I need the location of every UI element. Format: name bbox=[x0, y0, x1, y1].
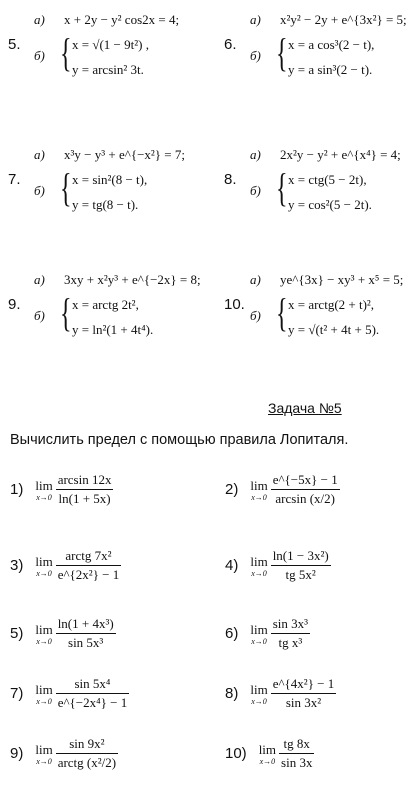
limit-number: 9) bbox=[10, 745, 24, 762]
task-instruction: Вычислить предел с помощью правила Лопиталя. bbox=[10, 432, 349, 448]
limit-problem-6 bbox=[225, 616, 310, 651]
lim-word: lim bbox=[250, 477, 268, 493]
lim-word: lim bbox=[35, 621, 53, 637]
lim-operator bbox=[259, 742, 276, 766]
numerator: sin 5x⁴ bbox=[56, 676, 130, 694]
equation-b-x: x = a cos³(2 − t), bbox=[288, 37, 375, 52]
system-brace: { bbox=[276, 30, 288, 75]
equation-b-x: x = ctg(5 − 2t), bbox=[288, 172, 367, 187]
lim-word: lim bbox=[35, 681, 53, 697]
limit-number: 1) bbox=[10, 481, 24, 498]
lim-operator bbox=[35, 742, 52, 766]
label-b: б) bbox=[34, 48, 45, 63]
system-brace: { bbox=[276, 290, 288, 335]
lim-subscript: x→0 bbox=[251, 492, 267, 502]
label-b: б) bbox=[34, 183, 45, 198]
limit-fraction bbox=[271, 548, 331, 583]
label-b: б) bbox=[34, 308, 45, 323]
lim-subscript: x→0 bbox=[251, 696, 267, 706]
label-a: а) bbox=[34, 12, 45, 27]
denominator: sin 3x² bbox=[285, 695, 322, 710]
system-brace: { bbox=[60, 30, 72, 75]
system-brace: { bbox=[60, 290, 72, 335]
lim-operator bbox=[35, 622, 52, 646]
equation-b-y: y = ln²(1 + 4t⁴). bbox=[72, 322, 154, 337]
equation-b-y: y = arcsin² 3t. bbox=[72, 62, 144, 77]
lim-operator bbox=[35, 478, 52, 502]
denominator: e^{−2x⁴} − 1 bbox=[57, 695, 128, 710]
limit-number: 5) bbox=[10, 625, 24, 642]
equation-a: 3xy + x²y³ + e^{−2x} = 8; bbox=[64, 272, 201, 287]
denominator: e^{2x²} − 1 bbox=[57, 567, 120, 582]
equation-a: x + 2y − y² cos2x = 4; bbox=[64, 12, 180, 27]
limit-problem-2 bbox=[225, 472, 340, 507]
denominator: arcsin (x/2) bbox=[275, 491, 335, 506]
limit-number: 3) bbox=[10, 557, 24, 574]
lim-operator bbox=[35, 554, 52, 578]
limit-problem-10 bbox=[225, 736, 314, 771]
numerator: ln(1 − 3x²) bbox=[271, 548, 331, 566]
equation-b-y: y = √(t² + 4t + 5). bbox=[288, 322, 380, 337]
lim-subscript: x→0 bbox=[251, 636, 267, 646]
label-a: а) bbox=[250, 12, 261, 27]
lim-word: lim bbox=[258, 741, 277, 757]
lim-word: lim bbox=[35, 553, 53, 569]
task-heading: Задача №5 bbox=[268, 400, 342, 416]
lim-subscript: x→0 bbox=[36, 696, 52, 706]
limit-number: 2) bbox=[225, 481, 239, 498]
lim-operator bbox=[250, 622, 267, 646]
lim-subscript: x→0 bbox=[36, 492, 52, 502]
equation-a: x³y − y³ + e^{−x²} = 7; bbox=[64, 147, 185, 162]
equation-b-y: y = a sin³(2 − t). bbox=[288, 62, 373, 77]
limit-number: 6) bbox=[225, 625, 239, 642]
equation-b-x: x = arctg 2t², bbox=[72, 297, 139, 312]
limit-number: 10) bbox=[225, 745, 247, 762]
numerator: e^{4x²} − 1 bbox=[271, 676, 337, 694]
equation-a: x²y² − 2y + e^{3x²} = 5; bbox=[280, 12, 407, 27]
denominator: sin 5x³ bbox=[68, 635, 104, 650]
label-a: а) bbox=[250, 272, 261, 287]
lim-word: lim bbox=[35, 741, 53, 757]
limit-problem-7 bbox=[10, 676, 129, 711]
lim-word: lim bbox=[250, 621, 268, 637]
label-b: б) bbox=[250, 48, 261, 63]
label-a: а) bbox=[34, 147, 45, 162]
equation-a: 2x²y − y² + e^{x⁴} = 4; bbox=[280, 147, 401, 162]
denominator: tg 5x² bbox=[285, 567, 316, 582]
limit-fraction bbox=[279, 736, 314, 771]
limit-fraction bbox=[56, 548, 122, 583]
numerator: arcsin 12x bbox=[56, 472, 114, 490]
lim-subscript: x→0 bbox=[36, 636, 52, 646]
lim-subscript: x→0 bbox=[251, 568, 267, 578]
limit-problem-1 bbox=[10, 472, 113, 507]
label-a: а) bbox=[34, 272, 45, 287]
lim-subscript: x→0 bbox=[259, 756, 276, 766]
system-brace: { bbox=[276, 165, 288, 210]
lim-subscript: x→0 bbox=[36, 568, 52, 578]
lim-operator bbox=[35, 682, 52, 706]
problem-number: 6. bbox=[224, 36, 237, 53]
limit-fraction bbox=[271, 472, 340, 507]
equation-a: ye^{3x} − xy³ + x⁵ = 5; bbox=[280, 272, 404, 287]
numerator: sin 9x² bbox=[56, 736, 118, 754]
equation-b-x: x = arctg(2 + t)², bbox=[288, 297, 375, 312]
equation-b-y: y = tg(8 − t). bbox=[72, 197, 139, 212]
lim-subscript: x→0 bbox=[36, 756, 52, 766]
limit-fraction bbox=[56, 616, 116, 651]
limit-fraction bbox=[271, 616, 310, 651]
limit-fraction bbox=[56, 472, 114, 507]
system-brace: { bbox=[60, 165, 72, 210]
lim-operator bbox=[250, 682, 267, 706]
lim-operator bbox=[250, 554, 267, 578]
limit-number: 7) bbox=[10, 685, 24, 702]
label-b: б) bbox=[250, 183, 261, 198]
lim-operator bbox=[250, 478, 267, 502]
problem-number: 8. bbox=[224, 171, 237, 188]
limit-number: 8) bbox=[225, 685, 239, 702]
problem-number: 10. bbox=[224, 296, 245, 313]
numerator: e^{−5x} − 1 bbox=[271, 472, 340, 490]
limit-problem-4 bbox=[225, 548, 331, 583]
equation-b-x: x = sin²(8 − t), bbox=[72, 172, 148, 187]
denominator: sin 3x bbox=[281, 755, 313, 770]
label-b: б) bbox=[250, 308, 261, 323]
problem-number: 7. bbox=[8, 171, 21, 188]
numerator: sin 3x³ bbox=[271, 616, 310, 634]
problem-number: 5. bbox=[8, 36, 21, 53]
equation-b-x: x = √(1 − 9t²) , bbox=[72, 37, 149, 52]
limit-fraction bbox=[56, 676, 130, 711]
lim-word: lim bbox=[250, 681, 268, 697]
limit-fraction bbox=[271, 676, 337, 711]
limit-number: 4) bbox=[225, 557, 239, 574]
lim-word: lim bbox=[250, 553, 268, 569]
limit-problem-8 bbox=[225, 676, 336, 711]
denominator: arctg (x²/2) bbox=[57, 755, 117, 770]
label-a: а) bbox=[250, 147, 261, 162]
limit-fraction bbox=[56, 736, 118, 771]
limit-problem-9 bbox=[10, 736, 118, 771]
limit-problem-3 bbox=[10, 548, 121, 583]
denominator: ln(1 + 5x) bbox=[58, 491, 111, 506]
limit-problem-5 bbox=[10, 616, 116, 651]
numerator: arctg 7x² bbox=[56, 548, 122, 566]
lim-word: lim bbox=[35, 477, 53, 493]
problem-number: 9. bbox=[8, 296, 21, 313]
denominator: tg x³ bbox=[278, 635, 303, 650]
numerator: ln(1 + 4x³) bbox=[56, 616, 116, 634]
numerator: tg 8x bbox=[279, 736, 314, 754]
equation-b-y: y = cos²(5 − 2t). bbox=[288, 197, 372, 212]
